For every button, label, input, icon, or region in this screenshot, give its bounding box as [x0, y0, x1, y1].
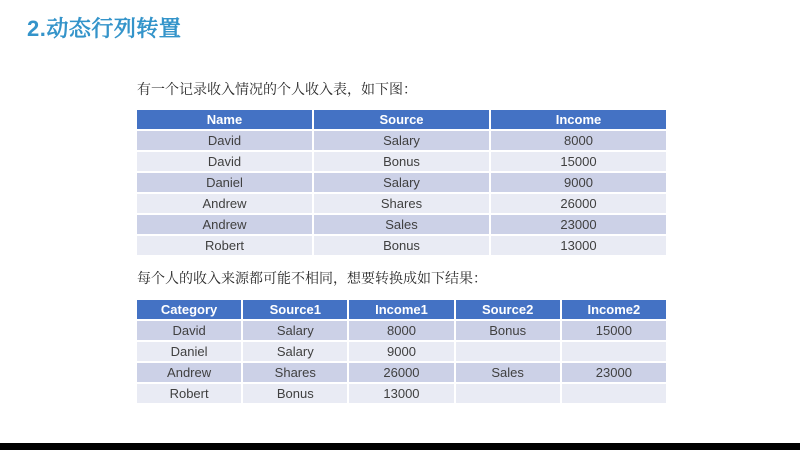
column-header: Name	[136, 109, 313, 130]
table-cell: Daniel	[136, 341, 242, 362]
column-header: Income1	[348, 299, 454, 320]
table-cell	[455, 341, 561, 362]
table-row	[136, 151, 667, 172]
table-row	[136, 383, 667, 404]
table-cell: 13000	[348, 383, 454, 404]
column-header: Source1	[242, 299, 348, 320]
table-row	[136, 235, 667, 256]
table-cell: 26000	[348, 362, 454, 383]
table-row	[136, 130, 667, 151]
source-income-table-grid	[135, 108, 668, 257]
table-cell: Sales	[455, 362, 561, 383]
table-cell: Shares	[242, 362, 348, 383]
table-cell: Salary	[242, 320, 348, 341]
column-header: Income	[490, 109, 667, 130]
table-cell: Andrew	[136, 214, 313, 235]
table-cell: David	[136, 320, 242, 341]
table-cell: 23000	[490, 214, 667, 235]
result-pivot-table-grid	[135, 298, 668, 405]
table-cell: 23000	[561, 362, 667, 383]
table-cell	[455, 383, 561, 404]
table-cell: Andrew	[136, 362, 242, 383]
table-cell: Shares	[313, 193, 490, 214]
table-cell: David	[136, 130, 313, 151]
table-cell: 15000	[490, 151, 667, 172]
table-row	[136, 341, 667, 362]
column-header: Source2	[455, 299, 561, 320]
table-cell: 9000	[490, 172, 667, 193]
table-cell: 13000	[490, 235, 667, 256]
table-cell: David	[136, 151, 313, 172]
table-cell: 26000	[490, 193, 667, 214]
table-cell: Andrew	[136, 193, 313, 214]
table-row	[136, 320, 667, 341]
table-cell: Bonus	[242, 383, 348, 404]
transform-paragraph: 每个人的收入来源都可能不相同，想要转换成如下结果：	[137, 270, 487, 286]
table-row	[136, 172, 667, 193]
table-cell: 8000	[348, 320, 454, 341]
slide-title: 2.动态行列转置	[27, 16, 182, 41]
table-row	[136, 362, 667, 383]
intro-paragraph: 有一个记录收入情况的个人收入表，如下图：	[137, 81, 417, 97]
table-cell: Robert	[136, 383, 242, 404]
bottom-bar	[0, 443, 800, 450]
table-cell: Salary	[313, 130, 490, 151]
table-header-row	[136, 299, 667, 320]
table-cell: 9000	[348, 341, 454, 362]
table-row	[136, 214, 667, 235]
table-cell: Bonus	[455, 320, 561, 341]
table-cell: 8000	[490, 130, 667, 151]
table-cell: Robert	[136, 235, 313, 256]
table-cell: Bonus	[313, 235, 490, 256]
source-income-table	[135, 108, 668, 257]
table-cell	[561, 341, 667, 362]
result-pivot-table	[135, 298, 668, 405]
column-header: Source	[313, 109, 490, 130]
table-cell: Salary	[242, 341, 348, 362]
table-cell	[561, 383, 667, 404]
table-cell: Bonus	[313, 151, 490, 172]
table-row	[136, 193, 667, 214]
column-header: Category	[136, 299, 242, 320]
table-cell: Sales	[313, 214, 490, 235]
table-cell: Salary	[313, 172, 490, 193]
table-cell: Daniel	[136, 172, 313, 193]
column-header: Income2	[561, 299, 667, 320]
table-cell: 15000	[561, 320, 667, 341]
table-header-row	[136, 109, 667, 130]
